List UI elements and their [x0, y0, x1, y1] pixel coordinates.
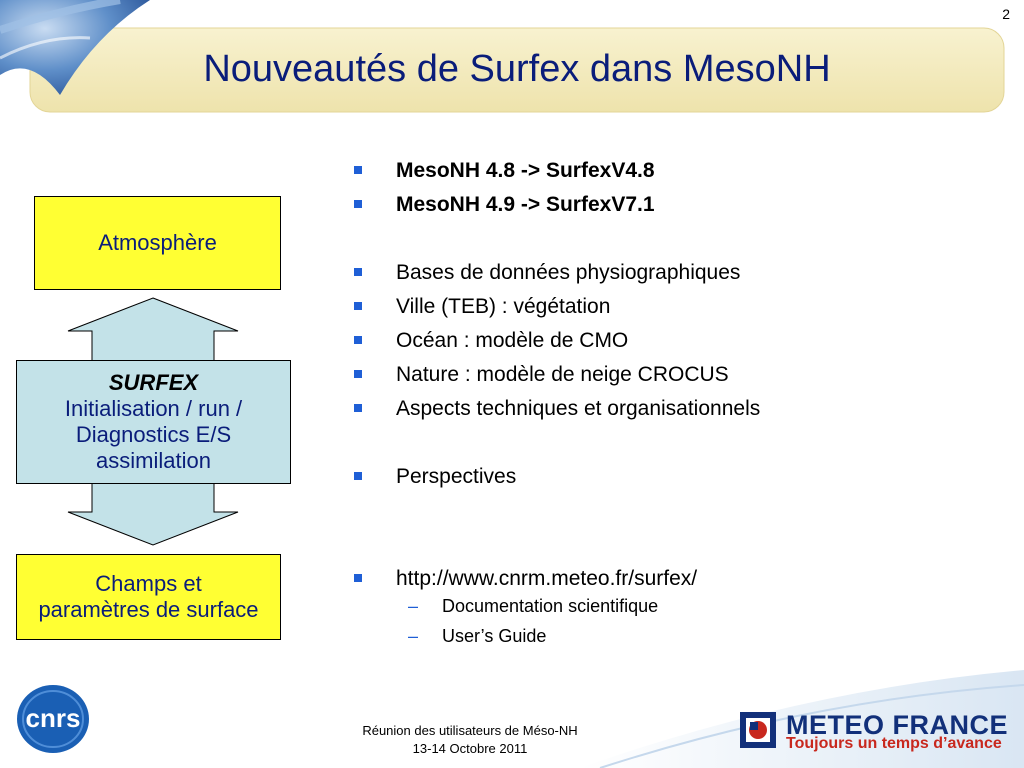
sub-item	[408, 621, 1008, 651]
surfex-box	[16, 360, 291, 484]
surfex-title: SURFEX	[108, 370, 199, 395]
bullet-square-icon	[354, 404, 362, 412]
bullet-item-perspectives: Perspectives	[352, 460, 1012, 494]
bullet-square-icon	[354, 166, 362, 174]
spacer	[352, 222, 1012, 256]
bullet-item: Bases de données physiographiques	[352, 256, 1012, 290]
surfex-line: Initialisation / run /	[64, 396, 243, 421]
bullet-square-icon	[354, 336, 362, 344]
footer-event: Réunion des utilisateurs de Méso-NH	[362, 723, 578, 738]
bullet-square-icon	[354, 268, 362, 276]
surfex-link[interactable]: http://www.cnrm.meteo.fr/surfex/	[396, 567, 698, 590]
cnrs-logo-text: cnrs	[25, 703, 81, 733]
surface-fields-line: Champs et	[95, 571, 202, 596]
spacer	[352, 494, 1012, 528]
bullet-item: MesoNH 4.8 -> SurfexV4.8	[352, 154, 1012, 188]
meteo-france-name: METEO FRANCE	[786, 710, 1008, 740]
sub-item-label: User’s Guide	[442, 626, 547, 646]
spacer	[352, 528, 1012, 562]
bullet-square-icon	[354, 472, 362, 480]
atmosphere-label: Atmosphère	[98, 230, 217, 255]
bullet-square-icon	[354, 200, 362, 208]
footer	[300, 722, 640, 758]
surfex-line: Diagnostics E/S	[75, 422, 232, 447]
bullet-item: Nature : modèle de neige CROCUS	[352, 358, 1012, 392]
bullet-square-icon	[354, 302, 362, 310]
surface-fields-box	[16, 554, 281, 640]
slide-title: Nouveautés de Surfex dans MesoNH	[203, 48, 831, 90]
bullet-item: Aspects techniques et organisationnels	[352, 392, 1012, 426]
spacer	[352, 426, 1012, 460]
bullet-square-icon	[354, 370, 362, 378]
surfex-line: assimilation	[96, 448, 211, 473]
dash-icon: –	[408, 626, 419, 646]
bullet-square-icon	[354, 574, 362, 582]
bullet-list	[352, 154, 1012, 596]
bullet-item: MesoNH 4.9 -> SurfexV7.1	[352, 188, 1012, 222]
atmosphere-box	[34, 196, 281, 290]
surface-fields-line: paramètres de surface	[38, 597, 259, 622]
dash-icon: –	[408, 596, 419, 616]
bullet-item: Océan : modèle de CMO	[352, 324, 1012, 358]
bullet-item: Ville (TEB) : végétation	[352, 290, 1012, 324]
cnrs-logo	[14, 683, 94, 755]
meteo-france-slogan: Toujours un temps d’avance	[786, 735, 1002, 752]
sub-item	[408, 591, 1008, 621]
footer-date: 13-14 Octobre 2011	[412, 741, 528, 756]
meteo-france-emblem	[740, 712, 780, 750]
page-number: 2	[1002, 6, 1010, 22]
sub-item-label: Documentation scientifique	[442, 596, 659, 616]
